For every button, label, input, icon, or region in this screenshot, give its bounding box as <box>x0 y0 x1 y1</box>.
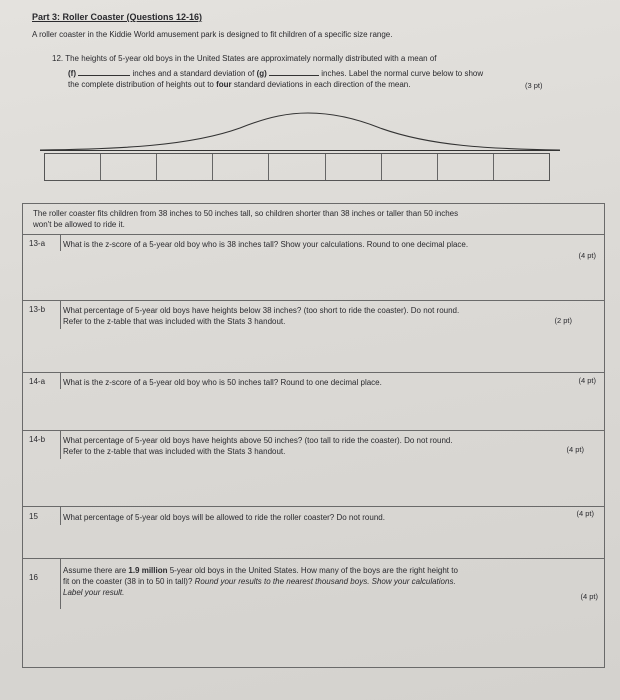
question-points: (4 pt) <box>566 445 584 454</box>
answer-area[interactable] <box>23 331 604 375</box>
question-points: (2 pt) <box>554 316 572 325</box>
row-divider <box>60 301 61 329</box>
question-row-14b <box>23 430 604 511</box>
label-box[interactable] <box>438 154 494 180</box>
row-divider <box>60 373 61 389</box>
q16-pre: Assume there are <box>63 566 127 575</box>
q16-line2-italic: Round your results to the nearest thousand boys. Show your calculations. <box>194 577 456 586</box>
question-row-14a <box>23 372 604 431</box>
question-row-13b <box>23 300 604 375</box>
q12-number: 12. <box>52 54 64 63</box>
f-label: (f) <box>68 69 76 78</box>
question-text <box>63 565 458 598</box>
row-divider <box>60 431 61 459</box>
question-points: (4 pt) <box>578 251 596 260</box>
normal-curve <box>40 110 560 154</box>
question-row-15 <box>23 506 604 559</box>
question-points: (4 pt) <box>576 509 594 518</box>
q16-line3: Label your result. <box>63 588 125 597</box>
question-text-line2: Refer to the z-table that was included with the Stats 3 handout. <box>63 317 286 326</box>
label-box[interactable] <box>157 154 213 180</box>
q12-text-line2-end: inches. Label the normal curve below to show <box>321 69 484 78</box>
q12-text-line2-mid: inches and a standard deviation of <box>132 69 255 78</box>
row-divider <box>60 235 61 251</box>
q12-line3 <box>68 80 410 89</box>
label-box[interactable] <box>269 154 325 180</box>
question-label: 14-b <box>29 435 46 444</box>
q12-text-line3-bold: four <box>216 80 232 89</box>
q16-line1-end: 5-year old boys in the United States. How many of the boys are the right height to <box>169 566 458 575</box>
question-text: What is the z-score of a 5-year old boy who is 38 inches tall? Show your calculations. Round to one decimal place. <box>63 240 469 249</box>
table-intro-line2: won't be allowed to ride it. <box>33 220 125 229</box>
answer-area[interactable] <box>23 391 604 431</box>
label-box[interactable] <box>326 154 382 180</box>
question-points: (4 pt) <box>580 592 598 601</box>
q16-line1 <box>63 565 458 576</box>
label-box[interactable] <box>382 154 438 180</box>
question-row-13a <box>23 234 604 301</box>
label-box[interactable] <box>45 154 101 180</box>
q12-points: (3 pt) <box>525 81 543 90</box>
q16-bold: 1.9 million <box>128 566 168 575</box>
mean-answer-blank[interactable] <box>78 67 130 76</box>
question-label: 15 <box>29 512 38 521</box>
label-box[interactable] <box>494 154 549 180</box>
q12-text-line3-start: the complete distribution of heights out to <box>68 80 214 89</box>
sd-answer-blank[interactable] <box>269 67 319 76</box>
label-box[interactable] <box>213 154 269 180</box>
question-label: 13-a <box>29 239 46 248</box>
questions-table <box>22 203 605 668</box>
answer-area[interactable] <box>23 461 604 511</box>
question-label: 16 <box>29 573 38 582</box>
q12-text-line1: The heights of 5-year old boys in the United States are approximately normally distributed with a mean of <box>65 54 437 63</box>
question-row-16 <box>23 558 604 669</box>
question-points: (4 pt) <box>578 376 596 385</box>
table-intro-line1: The roller coaster fits children from 38 inches to 50 inches tall, so children shorter than 38 inches or taller than 50 inches <box>33 209 459 218</box>
answer-area[interactable] <box>23 527 604 559</box>
question-label: 14-a <box>29 377 46 386</box>
label-box[interactable] <box>101 154 157 180</box>
g-label: (g) <box>256 69 267 78</box>
part-title: Part 3: Roller Coaster (Questions 12-16) <box>32 12 203 22</box>
question-text <box>63 435 453 457</box>
q12-line1 <box>52 54 437 63</box>
question-text: What percentage of 5-year old boys will be allowed to ride the roller coaster? Do not round. <box>63 513 385 522</box>
q12-line2 <box>68 67 483 78</box>
q12-text-line3-end: standard deviations in each direction of the mean. <box>233 80 411 89</box>
table-intro <box>33 208 458 230</box>
question-text-line2: Refer to the z-table that was included with the Stats 3 handout. <box>63 447 286 456</box>
question-text <box>63 305 459 327</box>
question-label: 13-b <box>29 305 46 314</box>
question-text-line1: What percentage of 5-year old boys have heights below 38 inches? (too short to ride the coaster). Do not round. <box>63 306 460 315</box>
answer-area[interactable] <box>23 621 604 669</box>
row-divider <box>60 559 61 609</box>
intro-text: A roller coaster in the Kiddie World amusement park is designed to fit children of a specific size range. <box>32 30 393 39</box>
question-text: What is the z-score of a 5-year old boy who is 50 inches tall? Round to one decimal place. <box>63 378 382 387</box>
q16-line2-start: fit on the coaster (38 in to 50 in tall)? <box>63 577 193 586</box>
question-text-line1: What percentage of 5-year old boys have heights above 50 inches? (too tall to ride the coaster). Do not round. <box>63 436 453 445</box>
q16-line2 <box>63 576 458 587</box>
curve-label-boxes <box>44 153 550 181</box>
row-divider <box>60 507 61 525</box>
